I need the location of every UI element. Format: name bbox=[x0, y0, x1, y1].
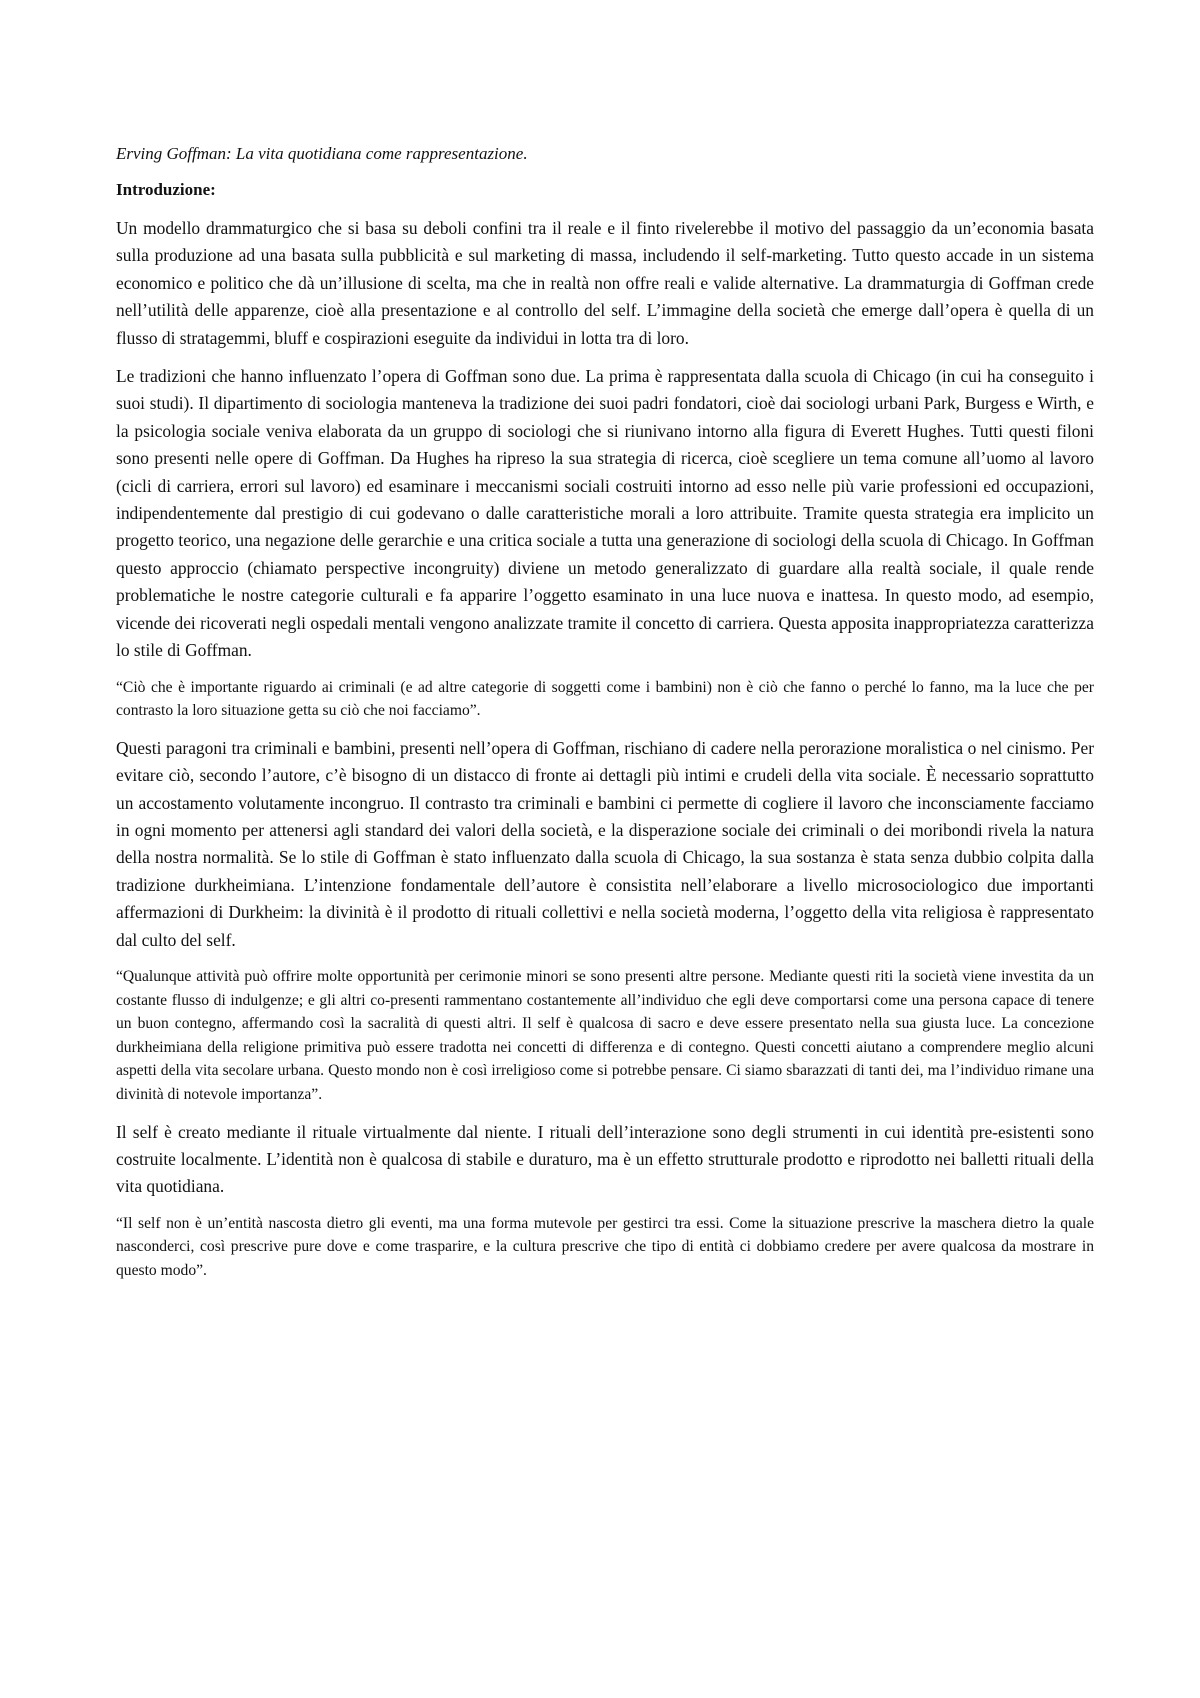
quote-cerimonie: “Qualunque attività può offrire molte opportunità per cerimonie minori se sono presenti altre persone. Mediante questi riti la società viene investita da un costante flusso di indulgenze; e gli altri co-presenti rammentano costantemente all’individuo che egli deve comportarsi come una persona capace di tenere un buon contegno, affermando così la sacralità di questi altri. Il self è qualcosa di sacro e deve essere presentato nella sua giusta luce. La concezione durkheimiana della religione primitiva può essere tradotta nei concetti di differenza e di contegno. Questi concetti aiutano a comprendere meglio alcuni aspetti della vita secolare urbana. Questo mondo non è così irreligioso come si potrebbe pensare. Ci siamo sbarazzati di tanti dei, ma l’individuo rimane una divinità di notevole importanza”. bbox=[116, 967, 1094, 1103]
document-title: Erving Goffman: La vita quotidiana come rappresentazione. bbox=[116, 144, 528, 163]
quote-self: “Il self non è un’entità nascosta dietro gli eventi, ma una forma mutevole per gestirci tra essi. Come la situazione prescrive la maschera dietro la quale nasconderci, così prescrive pure dove e come trasparire, e la cultura prescrive che tipo di entità ci dobbiamo credere per avere qualcosa da mostrare in questo modo”. bbox=[116, 1214, 1094, 1279]
paragraph-introduction-4: Il self è creato mediante il rituale virtualmente dal niente. I rituali dell’interazione sono degli strumenti in cui identità pre-esistenti sono costruite localmente. L’identità non è qualcosa di stabile e duraturo, ma è un effetto strutturale prodotto e riprodotto nei balletti rituali della vita quotidiana. bbox=[116, 1121, 1094, 1197]
paragraph-introduction-3: Questi paragoni tra criminali e bambini, presenti nell’opera di Goffman, rischiano di cadere nella perorazione moralistica o nel cinismo. Per evitare ciò, secondo l’autore, c’è bisogno di un distacco di fronte ai dettagli più intimi e crudeli della vita sociale. È necessario soprattutto un accostamento volutamente incongruo. Il contrasto tra criminali e bambini ci permette di cogliere il lavoro che inconsciamente facciamo in ogni momento per attenersi agli standard dei valori della società, e la disperazione sociale dei criminali o dei moribondi rivela la natura della nostra normalità. Se lo stile di Goffman è stato influenzato dalla scuola di Chicago, la sua sostanza è stata senza dubbio colpita dalla tradizione durkheimiana. L’intenzione fondamentale dell’autore è consistita nell’elaborare a livello microsociologico due importanti affermazioni di Durkheim: la divinità è il prodotto di rituali collettivi e nella società moderna, l’oggetto della vita religiosa è rappresentato dal culto del self. bbox=[116, 737, 1094, 950]
paragraph-introduction-1: Un modello drammaturgico che si basa su deboli confini tra il reale e il finto rivelerebbe il motivo del passaggio da un’economia basata sulla produzione ad una basata sulla pubblicità e sul marketing di massa, includendo il self-marketing. Tutto questo accade in un sistema economico e politico che dà un’illusione di scelta, ma che in realtà non offre reali e valide alternative. La drammaturgia di Goffman crede nell’utilità delle apparenze, cioè alla presentazione e al controllo del self. L’immagine della società che emerge dall’opera è quella di un flusso di stratagemmi, bluff e cospirazioni eseguite da individui in lotta tra di loro. bbox=[116, 218, 1094, 348]
section-heading: Introduzione: bbox=[116, 180, 216, 199]
document-page bbox=[116, 143, 1094, 1295]
quote-criminali: “Ciò che è importante riguardo ai criminali (e ad altre categorie di soggetti come i bambini) non è ciò che fanno o perché lo fanno, ma la luce che per contrasto la loro situazione getta su ciò che noi facciamo”. bbox=[116, 678, 1094, 720]
paragraph-introduction-2: Le tradizioni che hanno influenzato l’opera di Goffman sono due. La prima è rappresentata dalla scuola di Chicago (in cui ha conseguito i suoi studi). Il dipartimento di sociologia manteneva la tradizione dei suoi padri fondatori, cioè dai sociologi urbani Park, Burgess e Wirth, e la psicologia sociale veniva elaborata da un gruppo di sociologi che si riunivano intorno alla figura di Everett Hughes. Tutti questi filoni sono presenti nelle opere di Goffman. Da Hughes ha ripreso la sua strategia di ricerca, cioè scegliere un tema comune all’uomo al lavoro (cicli di carriera, errori sul lavoro) ed esaminare i meccanismi sociali costruiti intorno ad esso nelle più varie professioni ed occupazioni, indipendentemente dal prestigio di cui godevano o dalle caratteristiche morali a loro attribuite. Tramite questa strategia era implicito un progetto teorico, una negazione delle gerarchie e una critica sociale a tutta una generazione di sociologi della scuola di Chicago. In Goffman questo approccio (chiamato perspective incongruity) diviene un metodo generalizzato di guardare alla realtà sociale, il quale rende problematiche le nostre categorie culturali e fa apparire l’oggetto esaminato in una luce nuova e inattesa. In questo modo, ad esempio, vicende dei ricoverati negli ospedali mentali vengono analizzate tramite il concetto di carriera. Questa apposita inappropriatezza caratterizza lo stile di Goffman. bbox=[116, 366, 1094, 661]
